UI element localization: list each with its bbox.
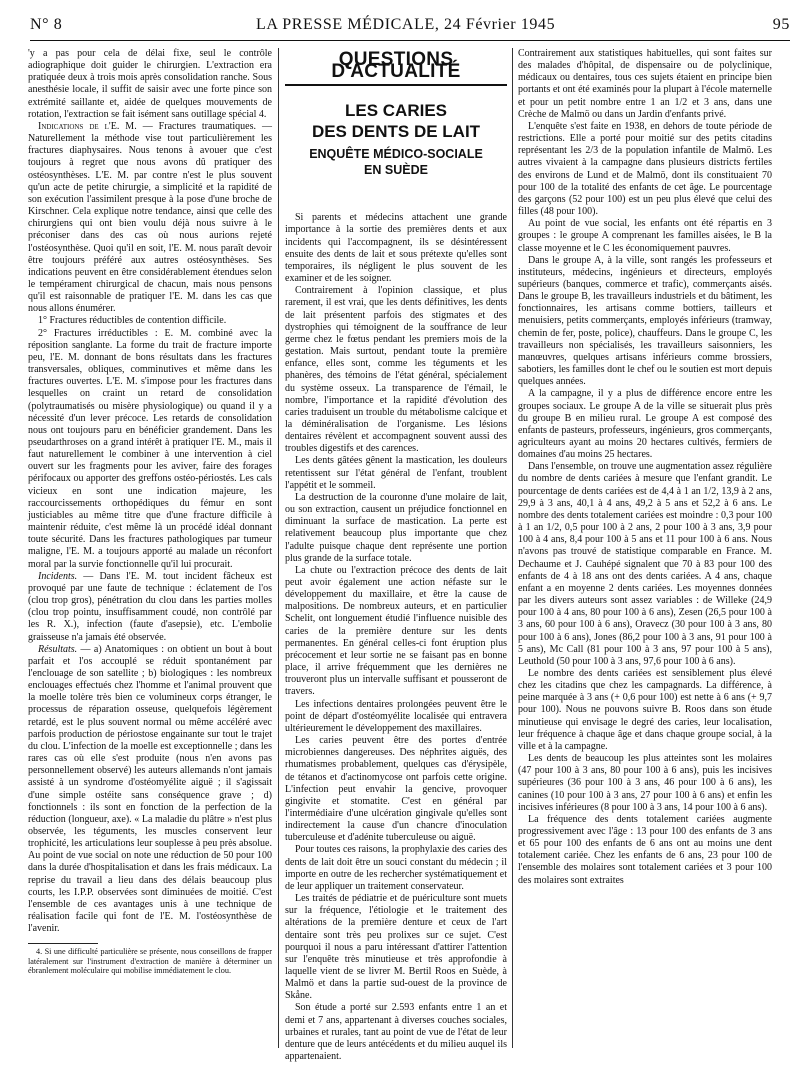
paragraph: Son étude a porté sur 2.593 enfants entre 1 an et demi et 7 ans, appartenant à diverses couches sociales, urbaines et rurales, tant au point de vue de l'état de leur denture que de leurs antécédents et du milieu auquel ils appartenaient. bbox=[285, 1002, 507, 1063]
paragraph bbox=[28, 571, 272, 644]
section-rule bbox=[285, 84, 507, 86]
paragraph: Pour toutes ces raisons, la prophylaxie des caries des dents de lait doit être un souci constant du médecin ; il importe en outre de les rechercher systématiquement et de leur appliquer un traitement conservateur. bbox=[285, 844, 507, 892]
section-title: QUESTIONS D'ACTUALITÉ bbox=[331, 49, 461, 83]
page-number: 95 bbox=[772, 16, 790, 33]
paragraph: Si parents et médecins attachent une grande importance à la sortie des premières dents et aux incidents qui l'accompagnent, ils se désintéressent ensuite des dents de lait et sous prétexte qu'elles sont temporaires, ils négligent le plus souvent de les examiner et de les soigner. bbox=[285, 212, 507, 285]
paragraph: Contrairement aux statistiques habituelles, qui sont faites sur des malades d'hôpital, de dispensaire ou de polyclinique, médicaux ou dentaires, tous ces sujets étaient en principe bien portants et ont été examinés pour la plupart à l'école maternelle et pour un petit nombre entre 1 an 1/2 et 3 ans, dans une Crèche de Malmö ou dans un Jardin d'enfants privé. bbox=[518, 48, 772, 120]
article-title-line-1: LES CARIES bbox=[344, 101, 448, 121]
run-in-heading: Incidents. bbox=[38, 570, 78, 582]
paragraph: Dans l'ensemble, on trouve une augmentation assez régulière du nombre de dents cariées à mesure que l'enfant grandit. Le pourcentage de dents cariées est de 4,4 à 1 an 1/2, 13,9 à 2 ans, 29,9 à 3 ans, 40,1 à 4 ans, 49,2 à 5 ans et 52,2 à 6 ans. Le nombre des dents totalement cariées est moindre : 0,3 pour 100 à 1 an 1/2, 0,5 pour 100 à 2 ans, 2 pour 100 à 3 ans, 3,9 pour 100 à 4 ans, 8,4 pour 100 à 5 ans et 11 pour 100 à 6 ans. Nous n'avons pas trouvé de statistique comparable en France. M. Dechaume et J. Cauhépé signalent que 70 à 83 pour 100 des enfants de 4 à 18 ans ont des dents cariées. A 4 ans, chaque enfant a en moyenne 2 dents cariées. Les moyennes données par les divers auteurs sont assez variables : de Willeke (24,9 pour 100 à 4 ans, 80 pour 100 à 6 ans), Zesen (26,5 pour 100 à 3 ans, 60 pour 100 à 6 ans), Oravecz (30 pour 100 à 3 ans, 80 pour 100 à 6 ans), Jones (86,2 pour 100 à 3 ans, 91 pour 100 à 5 ans), Mc Call (81 pour 100 à 3 ans, 97 pour 100 à 5 ans), Leuthold (50 pour 100 à 3 ans, 97,6 pour 100 à 6 ans). bbox=[518, 461, 772, 667]
paragraph: Les infections dentaires prolongées peuvent être le point de départ d'ostéomyélite localisée qui entravera ultérieurement le développement des maxillaires. bbox=[285, 698, 507, 734]
paragraph: Le nombre des dents cariées est sensiblement plus élevé chez les citadins que chez les campagnards. La différence, à peine marquée à 3 ans (+ 0,6 pour 100) est nette à 6 ans (+ 9,7 pour 100). Nous ne pouvons suivre B. Roos dans son étude minutieuse qui envisage le degré des caries, leur localisation, leur fréquence à chaque âge et dans chaque groupe social, à la ville et à la campagne. bbox=[518, 667, 772, 752]
paragraph: Les dents gâtées gênent la mastication, les douleurs retentissent sur l'état général de l'enfant, troublent l'appétit et le sommeil. bbox=[285, 455, 507, 491]
paragraph: Les dents de beaucoup les plus atteintes sont les molaires (47 pour 100 à 3 ans, 80 pour 100 à 6 ans), puis les incisives supérieures (36 pour 100 à 3 ans, 46 pour 100 à 6 ans), les canines (10 pour 100 à 3 ans, 27 pour 100 à 6 ans) et enfin les incisives inférieures (8 pour 100 à 3 ans, 14 pour 100 à 6 ans). bbox=[518, 753, 772, 813]
footnote-rule bbox=[28, 943, 98, 944]
column-left bbox=[28, 48, 272, 975]
column-separator bbox=[278, 48, 279, 1048]
paragraph-text: — Dans l'E. M. tout incident fâcheux est provoqué par une faute de technique : éclatement de l'os (clou trop gros), pénétration du clou dans les parties molles (clou trop pointu, insuffisamment coudé, non contrôlé par les R. X.), infection (faute d'asepsie), etc. L'embolie graisseuse n'a jamais été observée. bbox=[28, 570, 272, 643]
issue-number: N° 8 bbox=[30, 16, 63, 33]
paragraph: Les caries peuvent être des portes d'entrée microbiennes dangereuses. Des néphrites aiguës, des rhumatismes probablement, quelques cas d'érysipèle, de tétanos et d'actinomycose ont parfois cette origine. L'infection peut envahir la gencive, provoquer gingivite et stomatite. C'est en général par l'intermédiaire d'une ulcération gingivale qu'elles sont indirectement la cause d'un chancre d'inoculation tuberculeuse et d'adénite tuberculeuse ou aiguë. bbox=[285, 735, 507, 844]
paragraph: La chute ou l'extraction précoce des dents de lait peut avoir également une action néfaste sur le développement du maxillaire, et être la cause de malpositions. De nombreux auteurs, et en particulier Schelit, ont longuement étudié l'influence nuisible des caries de la première denture sur les dents permanentes. En général celles-ci font éruption plus précocement et leur sortie ne se faisant pas en bonne place, il arrive fréquemment que les dernières ne trouveront plus un intervalle suffisant et pousseront de travers. bbox=[285, 564, 507, 698]
run-in-heading: Résultats. bbox=[38, 643, 78, 655]
journal-title: LA PRESSE MÉDICALE, 24 Février 1945 bbox=[256, 16, 556, 33]
paragraph: L'enquête s'est faite en 1938, en dehors de toute période de restrictions. Elle a porté pour moitié sur des petits citadins représentant les 2/3 de la population infantile de Malmö. Les autres vivaient à la campagne dans plusieurs districts fertiles des environs de Lund et de Malmö, dont ils constituaient 70 pour 100 de la totalité des enfants de cet âge. Le pourcentage des garçons (52 pour 100) est un peu plus élevé que celui des filles (48 pour 100). bbox=[518, 120, 772, 218]
footnote: 4. Si une difficulté particulière se présente, nous conseillons de frapper latéralement sur l'instrument d'extraction de manière à déterminer un ébranlement moléculaire qui mobilise immédiatement le clou. bbox=[28, 947, 272, 975]
article-subtitle-line-2: EN SUÈDE bbox=[364, 163, 428, 178]
run-in-heading: Indications de l'E. M. bbox=[38, 120, 137, 132]
column-separator bbox=[512, 48, 513, 1048]
paragraph bbox=[28, 644, 272, 936]
column-center bbox=[285, 48, 507, 1063]
title-spacer bbox=[285, 178, 507, 212]
paragraph: 2° Fractures irréductibles : E. M. combiné avec la réposition sanglante. La forme du trait de fracture importe peu, l'E. M. donnant de bons résultats dans les fractures transversales, obliques, comminutives et même dans les fractures ouvertes. L'E. M. s'impose pour les fractures dans lesquelles on craint un retard de consolidation (polytraumatisés ou misère physiologique) ou quand il y a nécessité d'un lever précoce. Les retards de consolidation nous ont toujours paru en bénéficier grandement. Dans les pseudarthroses on a grand intérêt à pratiquer l'E. M., mais il faut naturellement le combiner à une intervention à ciel ouvert sur les fragments pour les aviver, faire des forages périfocaux ou apporter des greffons ostéo-périostés. Les cals vicieux en sont une indication majeure, les raccourcissements orthopédiques du fémur en sont justiciables au même titre que d'une fracture difficile à maintenir réduite, c'est même là un procédé idéal donnant toute sécurité. Dans les fractures pathologiques par tumeur maligne, l'E. M. a toujours apporté au malade un réconfort moral par la survie fonctionnelle qu'il lui procurait. bbox=[28, 327, 272, 570]
paragraph: Dans le groupe A, à la ville, sont rangés les professeurs et instituteurs, médecins, ingénieurs et directeurs, employés supérieurs (banques, commerce et trafic), commerçants aisés. Dans le groupe B, les travailleurs industriels et du bâtiment, les fonctionnaires, les artisans comme bottiers, tailleurs et menuisiers, petits commerçants, employés inférieurs (tramway, chemin de fer, poste, police), chauffeurs. Dans le groupe C, les travailleurs non spécialisés, les travailleurs saisonniers, les manœuvres, quelques artisans inférieurs comme brossiers, sabotiers, les familles dont le chef ou le soutien est mort depuis quelques années. bbox=[518, 254, 772, 388]
column-right bbox=[518, 48, 772, 887]
paragraph: Au point de vue social, les enfants ont été répartis en 3 groupes : le groupe A comprenant les familles aisées, le B la classe moyenne et le C les économiquement pauvres. bbox=[518, 218, 772, 254]
paragraph: A la campagne, il y a plus de différence encore entre les groupes sociaux. Le groupe A de la ville se situerait plus près du groupe B en milieu rural. Le groupe A est composé des enfants de pasteurs, professeurs, ingénieurs, gros commerçants, agriculteurs ayant au moins 20 hectares cultivés, fermiers de domaines d'au moins 25 hectares. bbox=[518, 388, 772, 461]
paragraph bbox=[28, 121, 272, 316]
article-title-line-2: DES DENTS DE LAIT bbox=[311, 122, 481, 142]
page-header bbox=[30, 16, 790, 36]
header-rule bbox=[30, 40, 790, 41]
paragraph: La fréquence des dents totalement cariées augmente progressivement avec l'âge : 13 pour 100 des enfants de 3 ans et 65 pour 100 des enfants de 6 ans ont au moins une dent totalement cariée. Chez les enfants de 6 ans, 23 pour 100 de l'ensemble des molaires sont totalement cariées et 3 pour 100 des molaires sont extraites bbox=[518, 813, 772, 886]
paragraph-text: — a) Anatomiques : on obtient un bout à bout parfait et l'os accouplé se réduit spontanément par l'enclouage de son satellite ; b) biologiques : les nombreux enclouages effectués chez l'homme et l'animal prouvent que la moelle tolère très bien ce volumineux corps étranger, le processus de réparation osseuse, quelquefois légèrement retardé, est le plus souvent normal ou même accéléré avec parfois production de périostose engainante sur tout le trajet du clou. L'infection de la moelle est exceptionnelle ; dans les rares cas où elle s'est produite (nous n'en avons pas personnellement observé) les auteurs allemands n'ont jamais assisté à un syndrome d'ostéomyélite aiguë ; il s'agissait d'une simple ostéite sans conséquence grave ; d) fonctionnels : ils sont en fonction de la perfection de la réduction (longueur, axe). « La maladie du plâtre » n'est plus observée, les téguments, les muscles conservent leur trophicité, les articulations leur souplesse à peu près absolue. Au point de vue social on note une réduction de 50 pour 100 dans la durée d'hospitalisation et dans les frais médicaux. La reprise du travail a lieu dans des délais beaucoup plus courts, les I.P.P. observées sont diminuées de moitié. C'est l'ensemble de ces avantages unis à une technique de réalisation facile qui font de l'E. M. l'ostéosynthèse de l'avenir. bbox=[28, 643, 272, 935]
paragraph: 1° Fractures réductibles de contention difficile. bbox=[38, 315, 227, 327]
paragraph-text: — Fractures traumatiques. — Naturellement la méthode vise tout particulièrement les fractures diaphysaires. Nous tenons à avouer que c'est toujours à regret que nous avons dû pratiquer des ostéosynthèses. L'E. M. par contre n'est le plus souvent qu'un acte de petite chirurgie, a simplicité et la rapidité de son exécution l'assimilent presque à la pose d'une broche de Kirschner. Cela explique notre tendance, ainsi que celle des chirurgiens qui ont bien voulu déjà nous suivre à le préconiser dans des cas où nous aurions rejeté l'ostéosynthèse. Quoi qu'il en soit, l'E. M. nous paraît devoir être toujours préféré aux autres ostéosynthèses. Ses indications peuvent en être considérablement étendues selon le tempérament chirurgical de chacun, mais nous pensons qu'il est raisonnable de pratiquer l'E. M. dans les cas que nous allons énumérer. bbox=[28, 120, 272, 315]
article-subtitle-line-1: ENQUÊTE MÉDICO-SOCIALE bbox=[309, 147, 483, 162]
paragraph: Contrairement à l'opinion classique, et plus rarement, il est vrai, que les dents définitives, les dents de lait présentent parfois des stigmates et des dystrophies qui témoignent de la souffrance de leur germe chez le fœtus pendant les premiers mois de la gestation. Mais surtout, pendant toute la première enfance, elles sont, comme les téguments et les phanères, des témoins de l'état général, spécialement du système osseux. La transparence de l'émail, le nombre, l'importance et la rapidité d'évolution des caries traduisent un trouble du métabolisme calcique et la déminéralisation de l'organisme. Les lésions dentaires révèlent et accompagnent souvent aussi des troubles digestifs et des carences. bbox=[285, 285, 507, 455]
paragraph: Les traités de pédiatrie et de puériculture sont muets sur la fréquence, l'étiologie et le traitement des altérations de la première denture et ceux de l'art dentaire sont très peu prolixes sur ce sujet. C'est pourquoi il nous a paru intéressant d'attirer l'attention sur l'enquête très minutieuse et très approfondie à laquelle vient de se livrer M. Bertil Roos en Suède, à Malmö et dans la partie sud-ouest de la province de Skåne. bbox=[285, 893, 507, 1002]
paragraph: La destruction de la couronne d'une molaire de lait, ou son extraction, causent un préjudice fonctionnel en diminuant la surface de mastication. La perte est relativement beaucoup plus importante que chez l'adulte puisque chaque dent représente une portion plus grande de la surface totale. bbox=[285, 491, 507, 564]
paragraph: 'y a pas pour cela de délai fixe, seul le contrôle adiographique doit guider le chirurgien. L'extraction era pratiquée deux à trois mois après consolidation ranche. Sous anesthésie locale, il suffit de saisir avec une forte pince son extrémité saillante et, aidée de quelques mouvements de rotation, l'extraction se fait isément sans outillage spécial 4. bbox=[28, 48, 272, 120]
